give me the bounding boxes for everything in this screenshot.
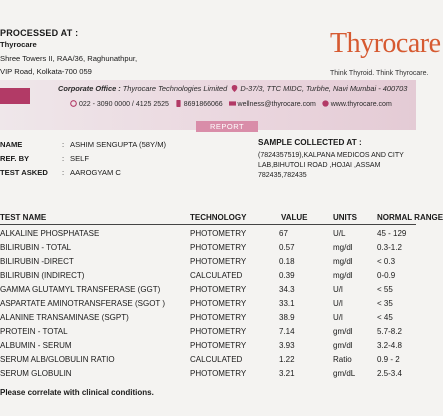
report-tab: REPORT bbox=[196, 121, 258, 132]
test-units: mg/dl bbox=[333, 257, 353, 266]
location-icon bbox=[231, 85, 238, 92]
test-technology: PHOTOMETRY bbox=[190, 229, 247, 238]
thyrocare-logo: Thyrocare bbox=[330, 28, 441, 59]
test-normal-range: < 35 bbox=[377, 299, 393, 308]
test-technology: PHOTOMETRY bbox=[190, 299, 247, 308]
col-header-units: UNITS bbox=[333, 213, 357, 222]
test-technology: PHOTOMETRY bbox=[190, 243, 247, 252]
test-units: U/L bbox=[333, 229, 346, 238]
band-accent-stripe bbox=[0, 88, 30, 104]
test-value: 3.93 bbox=[279, 341, 295, 350]
test-name: ALKALINE PHOSPHATASE bbox=[0, 229, 100, 238]
test-technology: PHOTOMETRY bbox=[190, 313, 247, 322]
test-normal-range: 0.9 - 2 bbox=[377, 355, 400, 364]
test-name: BILIRUBIN (INDIRECT) bbox=[0, 271, 85, 280]
corporate-office-label: Corporate Office : bbox=[58, 84, 121, 93]
test-asked-label: TEST ASKED bbox=[0, 168, 48, 177]
table-row bbox=[0, 271, 416, 283]
processed-at-label: PROCESSED AT : bbox=[0, 28, 79, 38]
table-row bbox=[0, 341, 416, 353]
test-value: 67 bbox=[279, 229, 288, 238]
test-technology: PHOTOMETRY bbox=[190, 341, 247, 350]
test-value: 0.18 bbox=[279, 257, 295, 266]
test-units: gm/dl bbox=[333, 327, 353, 336]
name-label: NAME bbox=[0, 140, 23, 149]
test-normal-range: < 45 bbox=[377, 313, 393, 322]
test-technology: CALCULATED bbox=[190, 355, 243, 364]
corporate-office-line bbox=[58, 84, 407, 93]
test-normal-range: 2.5-3.4 bbox=[377, 369, 402, 378]
globe-icon bbox=[322, 100, 329, 107]
test-name: SERUM ALB/GLOBULIN RATIO bbox=[0, 355, 115, 364]
test-normal-range: 45 - 129 bbox=[377, 229, 407, 238]
col-header-test-name: TEST NAME bbox=[0, 213, 47, 222]
table-header-rule bbox=[0, 224, 416, 225]
test-normal-range: < 0.3 bbox=[377, 257, 396, 266]
test-normal-range: 3.2-4.8 bbox=[377, 341, 402, 350]
test-name: GAMMA GLUTAMYL TRANSFERASE (GGT) bbox=[0, 285, 161, 294]
test-technology: CALCULATED bbox=[190, 271, 243, 280]
contact-phone: 022 - 3090 0000 / 4125 2525 bbox=[79, 101, 169, 108]
contact-line bbox=[70, 100, 392, 108]
phone-icon bbox=[70, 100, 77, 107]
contact-website[interactable]: www.thyrocare.com bbox=[330, 101, 392, 108]
sample-collected-address: (7824357519),KALPANA MEDICOS AND CITY LAB,BIHUTOLI ROAD ,HOJAI ,ASSAM 782435,782435 bbox=[258, 152, 404, 179]
test-name: BILIRUBIN - TOTAL bbox=[0, 243, 72, 252]
contact-mobile: 8691866066 bbox=[183, 101, 223, 108]
col-header-value: VALUE bbox=[281, 213, 308, 222]
tagline: Think Thyroid. Think Thyrocare. bbox=[330, 70, 429, 77]
test-technology: PHOTOMETRY bbox=[190, 369, 247, 378]
test-name: ALBUMIN - SERUM bbox=[0, 341, 72, 350]
corporate-office-name: Thyrocare Technologies Limited bbox=[122, 84, 228, 93]
table-row bbox=[0, 243, 416, 255]
test-units: gm/dL bbox=[333, 369, 356, 378]
email-icon bbox=[229, 100, 236, 107]
test-value: 7.14 bbox=[279, 327, 295, 336]
test-units: U/l bbox=[333, 313, 343, 322]
table-row bbox=[0, 369, 416, 381]
col-header-normal-range: NORMAL RANGE bbox=[377, 213, 443, 222]
test-name: SERUM GLOBULIN bbox=[0, 369, 72, 378]
test-normal-range: < 55 bbox=[377, 285, 393, 294]
test-technology: PHOTOMETRY bbox=[190, 327, 247, 336]
test-name: ASPARTATE AMINOTRANSFERASE (SGOT ) bbox=[0, 299, 166, 308]
test-name: PROTEIN - TOTAL bbox=[0, 327, 68, 336]
test-value: 3.21 bbox=[279, 369, 295, 378]
test-asked-value: AAROGYAM C bbox=[70, 168, 121, 177]
contact-email[interactable]: wellness@thyrocare.com bbox=[237, 101, 316, 108]
table-row bbox=[0, 229, 416, 241]
sample-collected-heading: SAMPLE COLLECTED AT : bbox=[258, 138, 362, 147]
test-units: mg/dl bbox=[333, 243, 353, 252]
clinical-note: Please correlate with clinical conditions. bbox=[0, 388, 154, 397]
table-row bbox=[0, 355, 416, 367]
ref-by-label: REF. BY bbox=[0, 154, 30, 163]
test-value: 34.3 bbox=[279, 285, 295, 294]
test-technology: PHOTOMETRY bbox=[190, 257, 247, 266]
processed-address-1: Shree Towers II, RAA/36, Raghunathpur, bbox=[0, 54, 138, 63]
patient-name: ASHIM SENGUPTA (58Y/M) bbox=[70, 140, 167, 149]
table-row bbox=[0, 257, 416, 269]
test-value: 1.22 bbox=[279, 355, 295, 364]
table-row bbox=[0, 313, 416, 325]
test-units: Ratio bbox=[333, 355, 352, 364]
test-value: 0.57 bbox=[279, 243, 295, 252]
processed-address-2: VIP Road, Kolkata-700 059 bbox=[0, 67, 92, 76]
test-name: BILIRUBIN -DIRECT bbox=[0, 257, 74, 266]
ref-by-value: SELF bbox=[70, 154, 89, 163]
table-row bbox=[0, 299, 416, 311]
test-normal-range: 5.7-8.2 bbox=[377, 327, 402, 336]
test-units: mg/dl bbox=[333, 271, 353, 280]
test-name: ALANINE TRANSAMINASE (SGPT) bbox=[0, 313, 129, 322]
test-value: 38.9 bbox=[279, 313, 295, 322]
test-units: gm/dl bbox=[333, 341, 353, 350]
test-normal-range: 0.3-1.2 bbox=[377, 243, 402, 252]
test-units: U/l bbox=[333, 285, 343, 294]
table-row bbox=[0, 327, 416, 339]
mobile-icon bbox=[175, 100, 182, 107]
processed-lab-name: Thyrocare bbox=[0, 40, 37, 49]
test-value: 33.1 bbox=[279, 299, 295, 308]
test-value: 0.39 bbox=[279, 271, 295, 280]
table-row bbox=[0, 285, 416, 297]
test-units: U/l bbox=[333, 299, 343, 308]
test-normal-range: 0-0.9 bbox=[377, 271, 396, 280]
corporate-address: D-37/3, TTC MIDC, Turbhe, Navi Mumbai - 400703 bbox=[240, 84, 408, 93]
col-header-technology: TECHNOLOGY bbox=[190, 213, 247, 222]
test-technology: PHOTOMETRY bbox=[190, 285, 247, 294]
